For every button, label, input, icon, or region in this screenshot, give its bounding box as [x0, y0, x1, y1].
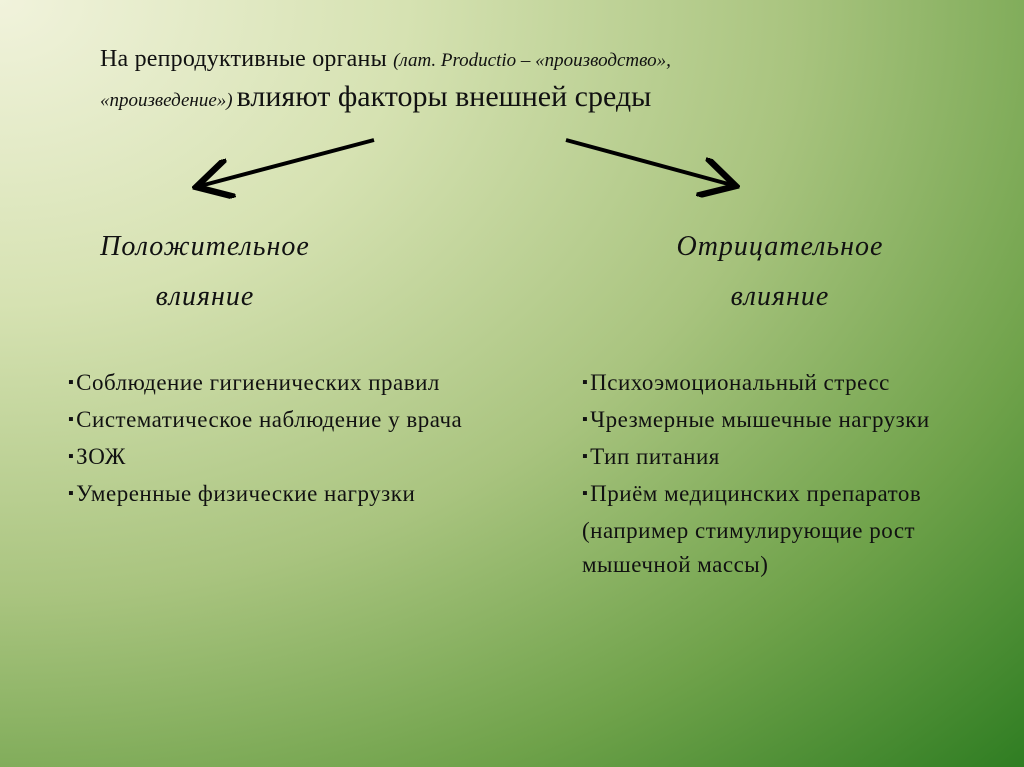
list-item: ▪ Систематическое наблюдение у врача	[68, 403, 468, 440]
positive-influence-heading	[60, 222, 350, 322]
positive-factors-list	[68, 366, 468, 514]
left-arrow	[200, 140, 374, 186]
list-item: ▪ ЗОЖ	[68, 440, 468, 477]
list-item: ▪ Умеренные физические нагрузки	[68, 477, 468, 514]
list-item: ▪ Соблюдение гигиенических правил	[68, 366, 468, 403]
positive-heading-line2: влияние	[155, 281, 255, 312]
list-item: ▪ Чрезмерные мышечные нагрузки	[582, 403, 972, 440]
title-text-start: На репродуктивные органы	[100, 46, 394, 72]
list-item: ▪ Приём медицинских препаратов (например стимулирующие рост мышечной массы)	[582, 477, 972, 582]
negative-heading-line1: Отрицательное	[676, 231, 884, 262]
title-text-end: влияют факторы внешней среды	[236, 80, 652, 114]
list-item: ▪ Тип питания	[582, 440, 972, 477]
title-latin-note: (лат. Productio – «производство»,	[393, 50, 671, 71]
negative-influence-heading	[620, 222, 940, 322]
title-latin-note-continued: «произведение»)	[100, 90, 233, 112]
negative-heading-line2: влияние	[730, 281, 830, 312]
positive-heading-line1: Положительное	[100, 231, 310, 262]
list-item: ▪ Психоэмоциональный стресс	[582, 366, 972, 403]
negative-factors-list	[582, 366, 972, 582]
right-arrow	[566, 140, 732, 185]
